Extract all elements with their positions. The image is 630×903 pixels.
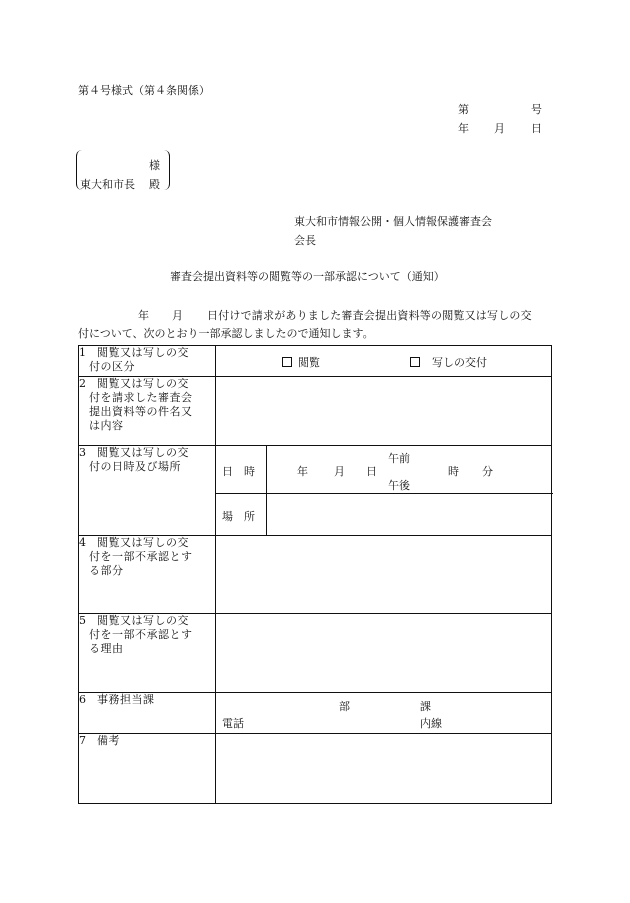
form-table bbox=[78, 345, 552, 804]
place-label: 場 所 bbox=[222, 510, 255, 523]
extension-label: 内線 bbox=[420, 717, 442, 730]
doc-number-prefix: 第 bbox=[458, 103, 469, 116]
document-title: 審査会提出資料等の閲覧等の一部承認について（通知） bbox=[170, 270, 445, 283]
option-view[interactable]: 閲覧 bbox=[282, 354, 320, 370]
dept-ka: 課 bbox=[420, 700, 431, 713]
checkbox-copy[interactable] bbox=[410, 357, 420, 367]
row-2-label: 2 閲覧又は写しの交 付を請求した審査会 提出資料等の件名又 は内容 bbox=[79, 377, 216, 446]
date-month: 月 bbox=[494, 122, 505, 135]
option-copy[interactable]: 写しの交付 bbox=[410, 354, 487, 370]
date-day: 日 bbox=[531, 122, 542, 135]
row-3-value bbox=[216, 446, 552, 536]
row-1-label: 1 閲覧又は写しの交 付の区分 bbox=[79, 346, 216, 377]
row-4 bbox=[79, 536, 552, 614]
datetime-day: 日 bbox=[366, 465, 377, 478]
row-5 bbox=[79, 614, 552, 693]
datetime-minute: 分 bbox=[482, 465, 493, 478]
body-line1: 日付けで請求がありました審査会提出資料等の閲覧又は写しの交 bbox=[207, 309, 532, 322]
row-6-label: 6 事務担当課 bbox=[79, 693, 216, 734]
checkbox-view[interactable] bbox=[282, 357, 292, 367]
row-2 bbox=[79, 377, 552, 446]
recipient-mayor: 東大和市長 bbox=[80, 178, 135, 191]
datetime-am: 午前 bbox=[388, 452, 410, 465]
body-line2: 付について、次のとおり一部承認しましたので通知します。 bbox=[78, 327, 374, 340]
row-5-value[interactable] bbox=[216, 614, 552, 693]
row-2-value[interactable] bbox=[216, 377, 552, 446]
datetime-hour: 時 bbox=[448, 465, 459, 478]
row-3 bbox=[79, 446, 552, 536]
row-7-value[interactable] bbox=[216, 734, 552, 804]
row-6 bbox=[79, 693, 552, 734]
phone-label: 電話 bbox=[222, 717, 244, 730]
row-1-value bbox=[216, 346, 552, 377]
datetime-label: 日 時 bbox=[222, 465, 255, 478]
row-4-value[interactable] bbox=[216, 536, 552, 614]
row-3-label: 3 閲覧又は写しの交 付の日時及び場所 bbox=[79, 446, 216, 536]
form-number: 第４号様式（第４条関係） bbox=[78, 84, 210, 97]
datetime-pm: 午後 bbox=[388, 479, 410, 492]
body-year: 年 bbox=[138, 309, 149, 322]
row-4-label: 4 閲覧又は写しの交 付を一部不承認とす る部分 bbox=[79, 536, 216, 614]
recipient-sama: 様 bbox=[149, 159, 160, 172]
datetime-year: 年 bbox=[297, 465, 308, 478]
date-year: 年 bbox=[458, 122, 469, 135]
row-7 bbox=[79, 734, 552, 804]
row-7-label: 7 備考 bbox=[79, 734, 216, 804]
row-5-label: 5 閲覧又は写しの交 付を一部不承認とす る理由 bbox=[79, 614, 216, 693]
datetime-month: 月 bbox=[334, 465, 345, 478]
sender-title: 会長 bbox=[294, 234, 316, 247]
sender-organization: 東大和市情報公開・個人情報保護審査会 bbox=[294, 215, 492, 228]
row-1 bbox=[79, 346, 552, 377]
row-6-value bbox=[216, 693, 552, 734]
recipient-den: 殿 bbox=[149, 178, 160, 191]
doc-number-suffix: 号 bbox=[531, 103, 542, 116]
dept-bu: 部 bbox=[339, 700, 350, 713]
body-month: 月 bbox=[172, 309, 183, 322]
